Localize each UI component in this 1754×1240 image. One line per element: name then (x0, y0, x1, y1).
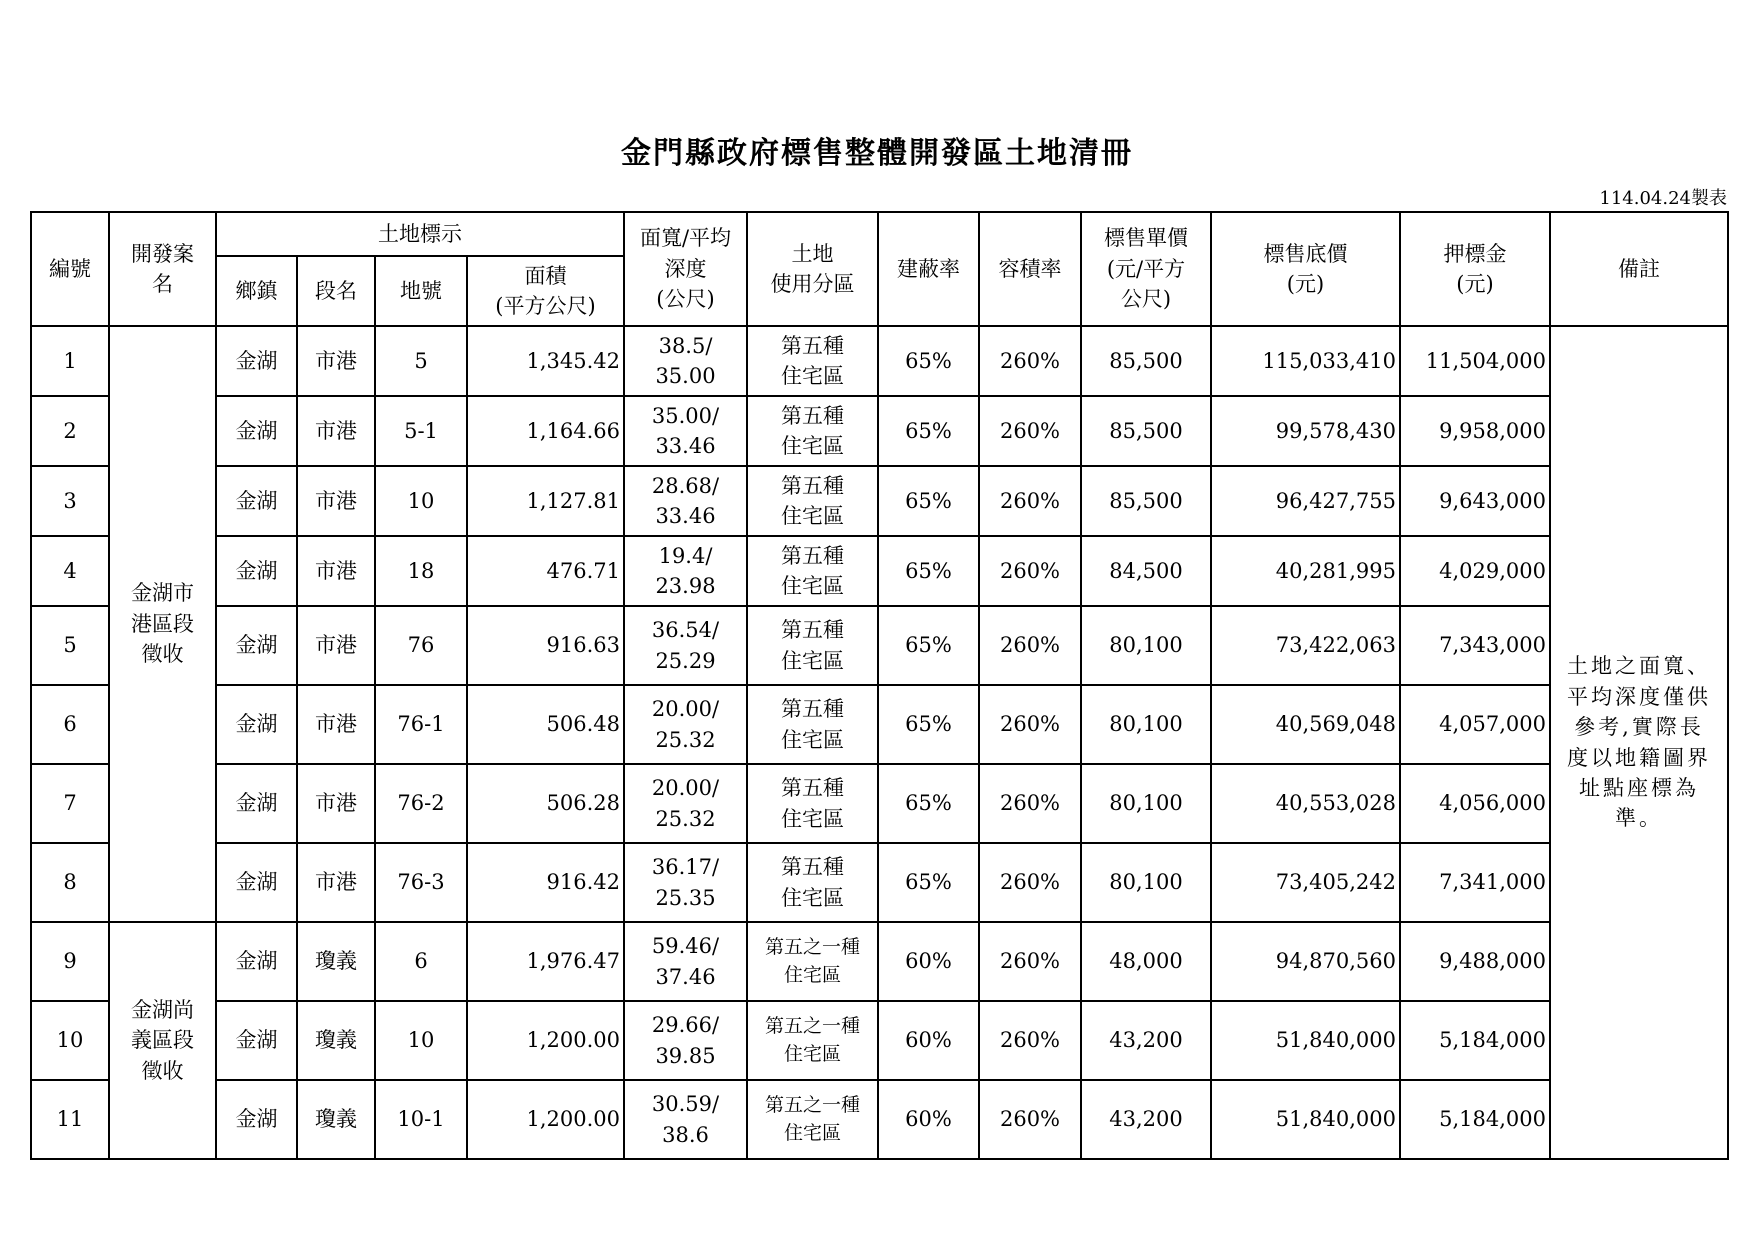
cell-lot: 76-2 (375, 764, 467, 843)
cell-area: 1,200.00 (467, 1080, 624, 1159)
header-no: 編號 (31, 212, 109, 326)
cell-width-depth: 35.00/ 33.46 (624, 396, 747, 466)
cell-zone: 第五種 住宅區 (747, 843, 878, 922)
project-name-cell: 金湖尚 義區段 徵收 (109, 922, 216, 1159)
cell-section: 市港 (297, 536, 375, 606)
table-row (31, 685, 1728, 764)
cell-coverage: 65% (878, 536, 979, 606)
cell-unit-price: 80,100 (1081, 843, 1211, 922)
table-row (31, 843, 1728, 922)
cell-unit-price: 43,200 (1081, 1001, 1211, 1080)
cell-section: 市港 (297, 396, 375, 466)
cell-town: 金湖 (216, 843, 297, 922)
prepared-date: 114.04.24製表 (1599, 188, 1727, 209)
header-town: 鄉鎮 (216, 256, 297, 326)
cell-far: 260% (979, 536, 1081, 606)
cell-town: 金湖 (216, 466, 297, 536)
cell-section: 市港 (297, 764, 375, 843)
cell-base-price: 40,281,995 (1211, 536, 1400, 606)
cell-unit-price: 80,100 (1081, 606, 1211, 685)
cell-base-price: 51,840,000 (1211, 1001, 1400, 1080)
cell-zone: 第五種 住宅區 (747, 466, 878, 536)
cell-zone: 第五之一種 住宅區 (747, 922, 878, 1001)
cell-zone: 第五種 住宅區 (747, 326, 878, 396)
cell-town: 金湖 (216, 1080, 297, 1159)
cell-base-price: 96,427,755 (1211, 466, 1400, 536)
cell-unit-price: 80,100 (1081, 764, 1211, 843)
cell-base-price: 51,840,000 (1211, 1080, 1400, 1159)
cell-lot: 10 (375, 466, 467, 536)
cell-area: 916.63 (467, 606, 624, 685)
table-row (31, 466, 1728, 536)
cell-area: 476.71 (467, 536, 624, 606)
cell-town: 金湖 (216, 606, 297, 685)
cell-section: 市港 (297, 466, 375, 536)
cell-coverage: 65% (878, 764, 979, 843)
cell-lot: 10-1 (375, 1080, 467, 1159)
cell-town: 金湖 (216, 536, 297, 606)
cell-far: 260% (979, 1080, 1081, 1159)
table-row (31, 606, 1728, 685)
cell-deposit: 4,029,000 (1400, 536, 1550, 606)
cell-no: 8 (31, 843, 109, 922)
cell-town: 金湖 (216, 326, 297, 396)
cell-width-depth: 19.4/ 23.98 (624, 536, 747, 606)
cell-area: 506.28 (467, 764, 624, 843)
cell-no: 9 (31, 922, 109, 1001)
header-far: 容積率 (979, 212, 1081, 326)
cell-no: 1 (31, 326, 109, 396)
cell-base-price: 40,569,048 (1211, 685, 1400, 764)
cell-lot: 10 (375, 1001, 467, 1080)
cell-zone: 第五之一種 住宅區 (747, 1001, 878, 1080)
cell-width-depth: 36.17/ 25.35 (624, 843, 747, 922)
table-row (31, 1080, 1728, 1159)
table-body (31, 326, 1728, 1159)
cell-section: 市港 (297, 843, 375, 922)
header-lot: 地號 (375, 256, 467, 326)
cell-no: 5 (31, 606, 109, 685)
cell-lot: 6 (375, 922, 467, 1001)
table-row (31, 764, 1728, 843)
table-row (31, 922, 1728, 1001)
cell-unit-price: 85,500 (1081, 466, 1211, 536)
cell-town: 金湖 (216, 764, 297, 843)
cell-coverage: 65% (878, 326, 979, 396)
cell-width-depth: 38.5/ 35.00 (624, 326, 747, 396)
cell-no: 6 (31, 685, 109, 764)
cell-zone: 第五種 住宅區 (747, 764, 878, 843)
header-area: 面積 (平方公尺) (467, 256, 624, 326)
cell-section: 市港 (297, 326, 375, 396)
cell-width-depth: 20.00/ 25.32 (624, 764, 747, 843)
cell-deposit: 11,504,000 (1400, 326, 1550, 396)
document-title: 金門縣政府標售整體開發區土地清冊 (621, 136, 1133, 171)
cell-zone: 第五種 住宅區 (747, 396, 878, 466)
cell-deposit: 7,343,000 (1400, 606, 1550, 685)
header-zone: 土地 使用分區 (747, 212, 878, 326)
cell-base-price: 115,033,410 (1211, 326, 1400, 396)
remarks-cell: 土地之面寬、 平均深度僅供 參考,實際長 度以地籍圖界 址點座標為 準。 (1550, 326, 1728, 1159)
cell-width-depth: 59.46/ 37.46 (624, 922, 747, 1001)
cell-no: 2 (31, 396, 109, 466)
cell-deposit: 4,056,000 (1400, 764, 1550, 843)
cell-no: 10 (31, 1001, 109, 1080)
cell-lot: 76 (375, 606, 467, 685)
cell-coverage: 65% (878, 466, 979, 536)
cell-coverage: 65% (878, 606, 979, 685)
header-base-price: 標售底價 (元) (1211, 212, 1400, 326)
cell-deposit: 9,958,000 (1400, 396, 1550, 466)
cell-far: 260% (979, 922, 1081, 1001)
cell-section: 瓊義 (297, 1001, 375, 1080)
table-row (31, 1001, 1728, 1080)
table-row (31, 396, 1728, 466)
cell-zone: 第五種 住宅區 (747, 606, 878, 685)
header-width-depth: 面寬/平均 深度 (公尺) (624, 212, 747, 326)
table-header (31, 212, 1728, 326)
cell-section: 市港 (297, 606, 375, 685)
cell-lot: 5 (375, 326, 467, 396)
cell-lot: 76-3 (375, 843, 467, 922)
cell-coverage: 60% (878, 1001, 979, 1080)
cell-width-depth: 29.66/ 39.85 (624, 1001, 747, 1080)
cell-zone: 第五種 住宅區 (747, 685, 878, 764)
cell-unit-price: 80,100 (1081, 685, 1211, 764)
cell-coverage: 65% (878, 843, 979, 922)
cell-coverage: 65% (878, 396, 979, 466)
header-remarks: 備註 (1550, 212, 1728, 326)
cell-deposit: 5,184,000 (1400, 1001, 1550, 1080)
cell-width-depth: 36.54/ 25.29 (624, 606, 747, 685)
cell-town: 金湖 (216, 922, 297, 1001)
cell-far: 260% (979, 843, 1081, 922)
cell-lot: 18 (375, 536, 467, 606)
cell-width-depth: 30.59/ 38.6 (624, 1080, 747, 1159)
cell-area: 1,164.66 (467, 396, 624, 466)
cell-far: 260% (979, 606, 1081, 685)
table-row (31, 536, 1728, 606)
cell-area: 506.48 (467, 685, 624, 764)
cell-section: 瓊義 (297, 922, 375, 1001)
cell-no: 4 (31, 536, 109, 606)
cell-unit-price: 85,500 (1081, 396, 1211, 466)
cell-no: 3 (31, 466, 109, 536)
cell-unit-price: 85,500 (1081, 326, 1211, 396)
cell-deposit: 9,488,000 (1400, 922, 1550, 1001)
cell-area: 1,345.42 (467, 326, 624, 396)
cell-zone: 第五種 住宅區 (747, 536, 878, 606)
cell-far: 260% (979, 764, 1081, 843)
cell-base-price: 73,422,063 (1211, 606, 1400, 685)
cell-base-price: 99,578,430 (1211, 396, 1400, 466)
cell-coverage: 60% (878, 1080, 979, 1159)
land-list-table (30, 211, 1729, 1160)
header-project: 開發案名 (109, 212, 216, 326)
cell-area: 1,976.47 (467, 922, 624, 1001)
header-section: 段名 (297, 256, 375, 326)
cell-far: 260% (979, 685, 1081, 764)
project-name-cell: 金湖市 港區段 徵收 (109, 326, 216, 922)
cell-lot: 5-1 (375, 396, 467, 466)
cell-width-depth: 28.68/ 33.46 (624, 466, 747, 536)
cell-lot: 76-1 (375, 685, 467, 764)
cell-base-price: 40,553,028 (1211, 764, 1400, 843)
cell-far: 260% (979, 1001, 1081, 1080)
cell-deposit: 5,184,000 (1400, 1080, 1550, 1159)
cell-base-price: 73,405,242 (1211, 843, 1400, 922)
header-deposit: 押標金 (元) (1400, 212, 1550, 326)
cell-width-depth: 20.00/ 25.32 (624, 685, 747, 764)
cell-town: 金湖 (216, 396, 297, 466)
cell-area: 1,200.00 (467, 1001, 624, 1080)
cell-section: 瓊義 (297, 1080, 375, 1159)
cell-far: 260% (979, 326, 1081, 396)
cell-deposit: 9,643,000 (1400, 466, 1550, 536)
cell-far: 260% (979, 466, 1081, 536)
cell-unit-price: 84,500 (1081, 536, 1211, 606)
cell-no: 7 (31, 764, 109, 843)
cell-section: 市港 (297, 685, 375, 764)
cell-base-price: 94,870,560 (1211, 922, 1400, 1001)
header-land: 土地標示 (216, 212, 624, 256)
cell-deposit: 4,057,000 (1400, 685, 1550, 764)
cell-area: 916.42 (467, 843, 624, 922)
table-row (31, 326, 1728, 396)
header-unit-price: 標售單價 (元/平方 公尺) (1081, 212, 1211, 326)
header-coverage: 建蔽率 (878, 212, 979, 326)
cell-coverage: 65% (878, 685, 979, 764)
cell-coverage: 60% (878, 922, 979, 1001)
cell-area: 1,127.81 (467, 466, 624, 536)
cell-no: 11 (31, 1080, 109, 1159)
cell-zone: 第五之一種 住宅區 (747, 1080, 878, 1159)
cell-unit-price: 43,200 (1081, 1080, 1211, 1159)
cell-town: 金湖 (216, 685, 297, 764)
cell-deposit: 7,341,000 (1400, 843, 1550, 922)
cell-far: 260% (979, 396, 1081, 466)
cell-town: 金湖 (216, 1001, 297, 1080)
cell-unit-price: 48,000 (1081, 922, 1211, 1001)
